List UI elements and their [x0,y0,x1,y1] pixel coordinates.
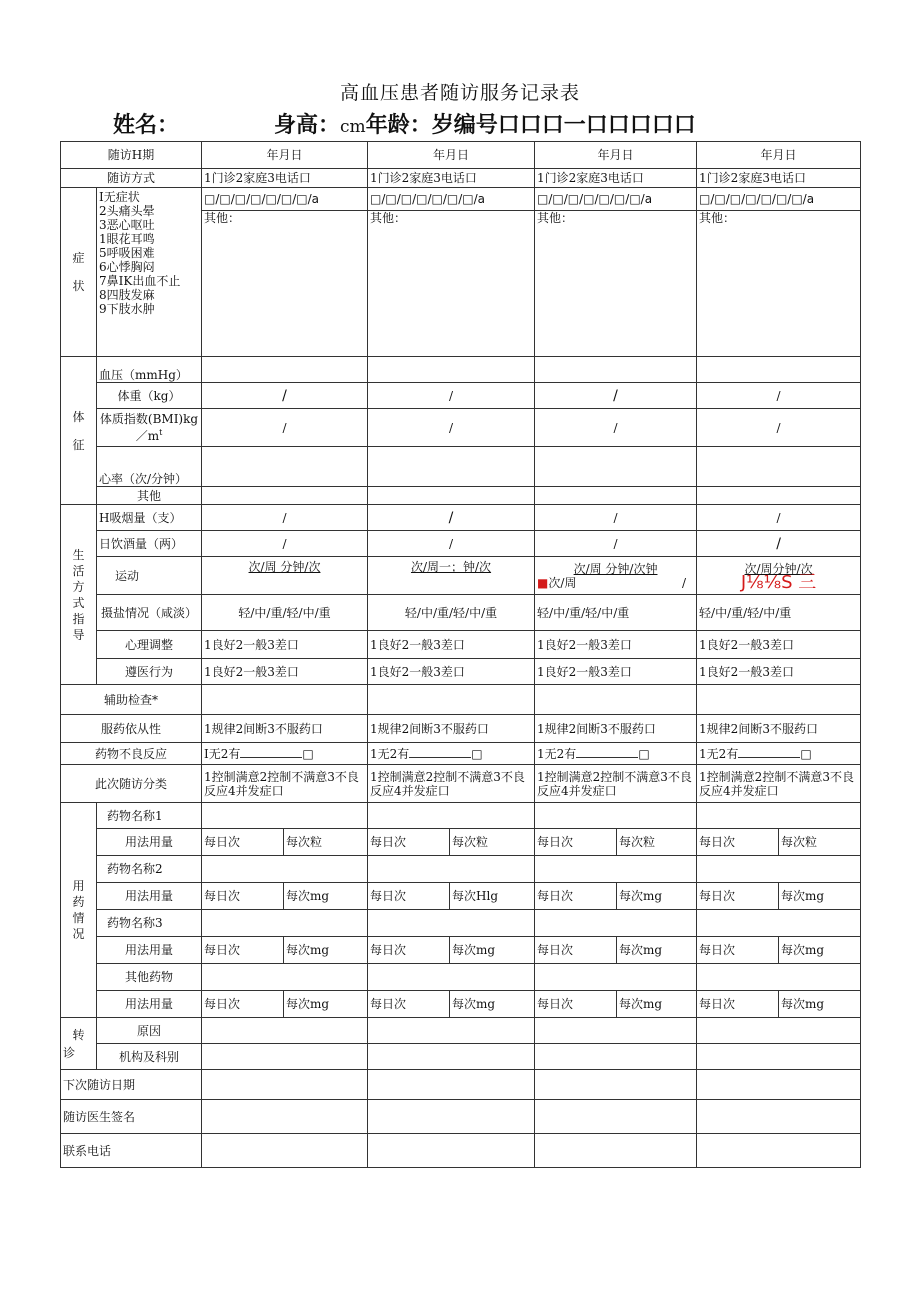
row-dosage4 [61,991,861,1018]
symptom-other-4[interactable]: 其他： [697,211,861,357]
drug3-cell-3[interactable] [535,910,697,937]
date-cell-3[interactable]: 年月日 [535,142,697,169]
dosage3-per-1[interactable]: 每次mg [284,937,368,964]
next-date-cell-4[interactable] [697,1070,861,1100]
med-comply-cell-3[interactable]: 1规律2间断3不服药口 [535,715,697,743]
method-cell-2[interactable]: 1门诊2家庭3电话口 [368,169,535,188]
aux-label: 辅助检查* [61,685,202,715]
symptom-checkboxes-1[interactable]: □/□/□/□/□/□/□/a [202,188,368,211]
psych-cell-4[interactable]: 1良好2一般3差口 [697,631,861,659]
hr-cell-4[interactable] [697,447,861,487]
symptom-list: I无症状 2头痛头晕 3恶心呕吐 1眼花耳鸣 5呼吸困难 6心悸胸闷 7鼻IK出血不止 8四肢发麻 9下肢水肿 [97,188,202,357]
row-next-date [61,1070,861,1100]
row-bmi [61,409,861,447]
bmi-cell-2[interactable]: / [368,409,535,447]
drug1-cell-1[interactable] [202,803,368,829]
salt-cell-3[interactable]: 轻/中/重/轻/中/重 [535,595,697,631]
doctor-cell-1[interactable] [202,1100,368,1134]
row-doctor [61,1100,861,1134]
row-dosage3 [61,937,861,964]
salt-cell-2[interactable]: 轻/中/重/轻/中/重 [368,595,535,631]
bp-cell-1[interactable] [202,357,368,383]
drug1-cell-2[interactable] [368,803,535,829]
dosage3-daily-4[interactable]: 每日次 [697,937,779,964]
exercise-label: 运动 [97,557,202,595]
dosage3-label: 用法用量 [97,937,202,964]
adverse-cell-4[interactable]: 1无2有 □ [697,743,861,765]
symptom-checkboxes-2[interactable]: □/□/□/□/□/□/□/a [368,188,535,211]
dosage2-daily-1[interactable]: 每日次 [202,883,284,910]
doctor-cell-3[interactable] [535,1100,697,1134]
comply-cell-3[interactable]: 1良好2一般3差口 [535,659,697,685]
dosage1-daily-3[interactable]: 每日次 [535,829,617,856]
drug2-cell-1[interactable] [202,856,368,883]
bp-label: 血压（mmHg） [97,357,202,383]
bp-cell-2[interactable] [368,357,535,383]
dosage1-daily-4[interactable]: 每日次 [697,829,779,856]
row-drink [61,531,861,557]
next-date-cell-3[interactable] [535,1070,697,1100]
salt-cell-1[interactable]: 轻/中/重/轻/中/重 [202,595,368,631]
adverse-cell-3[interactable]: 1无2有 □ [535,743,697,765]
comply-cell-1[interactable]: 1良好2一般3差口 [202,659,368,685]
inst-cell-3[interactable] [535,1044,697,1070]
hr-cell-3[interactable] [535,447,697,487]
aux-cell-3[interactable] [535,685,697,715]
weight-cell-1[interactable]: / [202,383,368,409]
hr-label: 心率（次/分钟） [97,447,202,487]
drug3-cell-2[interactable] [368,910,535,937]
sign-other-1[interactable] [202,487,368,505]
weight-label: 体重（kg） [97,383,202,409]
sign-other-4[interactable] [697,487,861,505]
dosage2-daily-4[interactable]: 每日次 [697,883,779,910]
row-symptom-boxes [61,188,861,211]
dosage1-per-2[interactable]: 每次粒 [450,829,535,856]
exercise-cell-2[interactable]: 次/周一；钟/次 [368,557,535,595]
lifestyle-category: 生 活 方 式 指 导 [61,505,97,685]
next-date-label: 下次随访日期 [61,1070,202,1100]
dosage4-daily-4[interactable]: 每日次 [697,991,779,1018]
row-drug2 [61,856,861,883]
date-label: 随访H期 [61,142,202,169]
phone-cell-1[interactable] [202,1134,368,1168]
dosage2-per-3[interactable]: 每次mg [617,883,697,910]
red-handwriting: J⅛⅛S 三 [740,571,817,593]
drug3-cell-4[interactable] [697,910,861,937]
row-med-comply [61,715,861,743]
bmi-cell-3[interactable]: / [535,409,697,447]
age-label: 年龄： [365,113,432,138]
psych-label: 心理调整 [97,631,202,659]
symptom-other-2[interactable]: 其他： [368,211,535,357]
med-comply-cell-1[interactable]: 1规律2间断3不服药口 [202,715,368,743]
row-drug1 [61,803,861,829]
next-date-cell-2[interactable] [368,1070,535,1100]
reason-label: 原因 [97,1018,202,1044]
name-label: 姓名： [113,113,180,138]
row-hr [61,447,861,487]
drink-cell-4[interactable]: / [697,531,861,557]
aux-cell-1[interactable] [202,685,368,715]
method-cell-1[interactable]: 1门诊2家庭3电话口 [202,169,368,188]
dosage4-per-4[interactable]: 每次mg [779,991,861,1018]
drug-other-cell-2[interactable] [368,964,535,991]
adverse-label: 药物不良反应 [61,743,202,765]
drug-other-label: 其他药物 [97,964,202,991]
class-cell-3[interactable]: 1控制满意2控制不满意3不良反应4并发症口 [535,765,697,803]
doctor-label: 随访医生签名 [61,1100,202,1134]
date-cell-2[interactable]: 年月日 [368,142,535,169]
bp-cell-3[interactable] [535,357,697,383]
sign-other-label: 其他 [97,487,202,505]
smoke-label: H吸烟量（支） [97,505,202,531]
dosage3-per-3[interactable]: 每次mg [617,937,697,964]
drink-cell-2[interactable]: / [368,531,535,557]
med-comply-cell-4[interactable]: 1规律2间断3不服药口 [697,715,861,743]
class-cell-4[interactable]: 1控制满意2控制不满意3不良反应4并发症口 [697,765,861,803]
dosage3-per-4[interactable]: 每次mg [779,937,861,964]
row-referral-inst [61,1044,861,1070]
doctor-cell-2[interactable] [368,1100,535,1134]
dosage2-daily-3[interactable]: 每日次 [535,883,617,910]
comply-cell-4[interactable]: 1良好2一般3差口 [697,659,861,685]
row-drug-other [61,964,861,991]
drug-other-cell-4[interactable] [697,964,861,991]
adverse-cell-2[interactable]: 1无2有 □ [368,743,535,765]
medication-category: 用 药 情 况 [61,803,97,1018]
psych-cell-2[interactable]: 1良好2一般3差口 [368,631,535,659]
drug-other-cell-3[interactable] [535,964,697,991]
followup-table [60,141,861,1168]
row-dosage1 [61,829,861,856]
smoke-cell-3[interactable]: / [535,505,697,531]
doctor-cell-4[interactable] [697,1100,861,1134]
sign-other-3[interactable] [535,487,697,505]
drink-cell-3[interactable]: / [535,531,697,557]
dosage3-daily-2[interactable]: 每日次 [368,937,450,964]
row-sign-other [61,487,861,505]
row-psych [61,631,861,659]
dosage1-daily-1[interactable]: 每日次 [202,829,284,856]
inst-cell-1[interactable] [202,1044,368,1070]
dosage4-per-2[interactable]: 每次mg [450,991,535,1018]
drug1-cell-4[interactable] [697,803,861,829]
red-mark: ■ [537,575,549,590]
row-exercise [61,557,861,595]
dosage4-daily-1[interactable]: 每日次 [202,991,284,1018]
date-cell-4[interactable]: 年月日 [697,142,861,169]
dosage2-per-1[interactable]: 每次mg [284,883,368,910]
dosage4-label: 用法用量 [97,991,202,1018]
method-cell-4[interactable]: 1门诊2家庭3电话口 [697,169,861,188]
drug1-cell-3[interactable] [535,803,697,829]
dosage4-daily-3[interactable]: 每日次 [535,991,617,1018]
referral-category: 转 诊 [61,1018,97,1070]
sign-category: 体 征 [61,357,97,505]
drug1-label: 药物名称1 [97,803,202,829]
dosage2-per-4[interactable]: 每次mg [779,883,861,910]
reason-cell-4[interactable] [697,1018,861,1044]
phone-cell-3[interactable] [535,1134,697,1168]
drug3-label: 药物名称3 [97,910,202,937]
med-comply-cell-2[interactable]: 1规律2间断3不服药口 [368,715,535,743]
hr-cell-1[interactable] [202,447,368,487]
row-smoke [61,505,861,531]
bp-cell-4[interactable] [697,357,861,383]
smoke-cell-1[interactable]: / [202,505,368,531]
med-comply-label: 服药依从性 [61,715,202,743]
symptom-checkboxes-4[interactable]: □/□/□/□/□/□/□/a [697,188,861,211]
aux-cell-4[interactable] [697,685,861,715]
dosage4-per-3[interactable]: 每次mg [617,991,697,1018]
dosage1-label: 用法用量 [97,829,202,856]
symptom-other-1[interactable]: 其他： [202,211,368,357]
dosage4-daily-2[interactable]: 每日次 [368,991,450,1018]
drink-cell-1[interactable]: / [202,531,368,557]
row-bp [61,357,861,383]
drug2-cell-2[interactable] [368,856,535,883]
dosage3-daily-3[interactable]: 每日次 [535,937,617,964]
id-boxes[interactable]: 口口口一口口口口口 [497,113,696,138]
class-label: 此次随访分类 [61,765,202,803]
dosage1-per-1[interactable]: 每次粒 [284,829,368,856]
form-title: 高血压患者随访服务记录表 [339,82,580,104]
weight-cell-3[interactable]: / [535,383,697,409]
row-salt [61,595,861,631]
reason-cell-3[interactable] [535,1018,697,1044]
next-date-cell-1[interactable] [202,1070,368,1100]
drug2-cell-3[interactable] [535,856,697,883]
dosage1-per-4[interactable]: 每次粒 [779,829,861,856]
inst-cell-2[interactable] [368,1044,535,1070]
dosage4-per-1[interactable]: 每次mg [284,991,368,1018]
phone-cell-4[interactable] [697,1134,861,1168]
row-referral-reason [61,1018,861,1044]
hr-cell-2[interactable] [368,447,535,487]
bmi-label: 体质指数$(BMI)kg/m^t$ [97,409,202,447]
comply-cell-2[interactable]: 1良好2一般3差口 [368,659,535,685]
class-cell-1[interactable]: 1控制满意2控制不满意3不良反应4并发症口 [202,765,368,803]
method-cell-3[interactable]: 1门诊2家庭3电话口 [535,169,697,188]
row-date [61,142,861,169]
symptom-category: 症 状 [61,188,97,357]
row-adverse [61,743,861,765]
symptom-checkboxes-3[interactable]: □/□/□/□/□/□/□/a [535,188,697,211]
dosage3-per-2[interactable]: 每次mg [450,937,535,964]
exercise-cell-4[interactable]: 次/周分钟/次 J⅛⅛S 三 [697,557,861,595]
salt-label: 摄盐情况（咸淡） [97,595,202,631]
sign-other-2[interactable] [368,487,535,505]
psych-cell-1[interactable]: 1良好2一般3差口 [202,631,368,659]
row-aux [61,685,861,715]
drug2-label: 药物名称2 [97,856,202,883]
psych-cell-3[interactable]: 1良好2一般3差口 [535,631,697,659]
dosage1-per-3[interactable]: 每次粒 [617,829,697,856]
row-dosage2 [61,883,861,910]
patient-header [113,108,696,139]
symptom-other-3[interactable]: 其他： [535,211,697,357]
weight-cell-4[interactable]: / [697,383,861,409]
dosage2-daily-2[interactable]: 每日次 [368,883,450,910]
row-method [61,169,861,188]
adverse-cell-1[interactable]: I无2有 □ [202,743,368,765]
dosage1-daily-2[interactable]: 每日次 [368,829,450,856]
inst-cell-4[interactable] [697,1044,861,1070]
dosage2-per-2[interactable]: 每次Hlg [450,883,535,910]
phone-cell-2[interactable] [368,1134,535,1168]
drug3-cell-1[interactable] [202,910,368,937]
dosage2-label: 用法用量 [97,883,202,910]
height-label: 身高： [274,113,341,138]
age-unit: 岁 [431,113,454,138]
bmi-cell-1[interactable]: / [202,409,368,447]
weight-cell-2[interactable]: / [368,383,535,409]
reason-cell-1[interactable] [202,1018,368,1044]
drug2-cell-4[interactable] [697,856,861,883]
aux-cell-2[interactable] [368,685,535,715]
id-label: 编号 [453,113,498,138]
drink-label: 日饮酒量（两） [97,531,202,557]
row-drug3 [61,910,861,937]
class-cell-2[interactable]: 1控制满意2控制不满意3不良反应4并发症口 [368,765,535,803]
bmi-cell-4[interactable]: / [697,409,861,447]
inst-label: 机构及科别 [97,1044,202,1070]
row-comply [61,659,861,685]
exercise-cell-3[interactable]: 次/周 分钟/次钟 ■次/周 / [535,557,697,595]
salt-cell-4[interactable]: 轻/中/重/轻/中/重 [697,595,861,631]
date-cell-1[interactable]: 年月日 [202,142,368,169]
row-class [61,765,861,803]
dosage3-daily-1[interactable]: 每日次 [202,937,284,964]
phone-label: 联系电话 [61,1134,202,1168]
row-phone [61,1134,861,1168]
method-label: 随访方式 [61,169,202,188]
drug-other-cell-1[interactable] [202,964,368,991]
smoke-cell-2[interactable]: / [368,505,535,531]
reason-cell-2[interactable] [368,1018,535,1044]
exercise-cell-1[interactable]: 次/周 分钟/次 [202,557,368,595]
smoke-cell-4[interactable]: / [697,505,861,531]
comply-label: 遵医行为 [97,659,202,685]
height-unit: cm [340,117,366,137]
row-weight [61,383,861,409]
